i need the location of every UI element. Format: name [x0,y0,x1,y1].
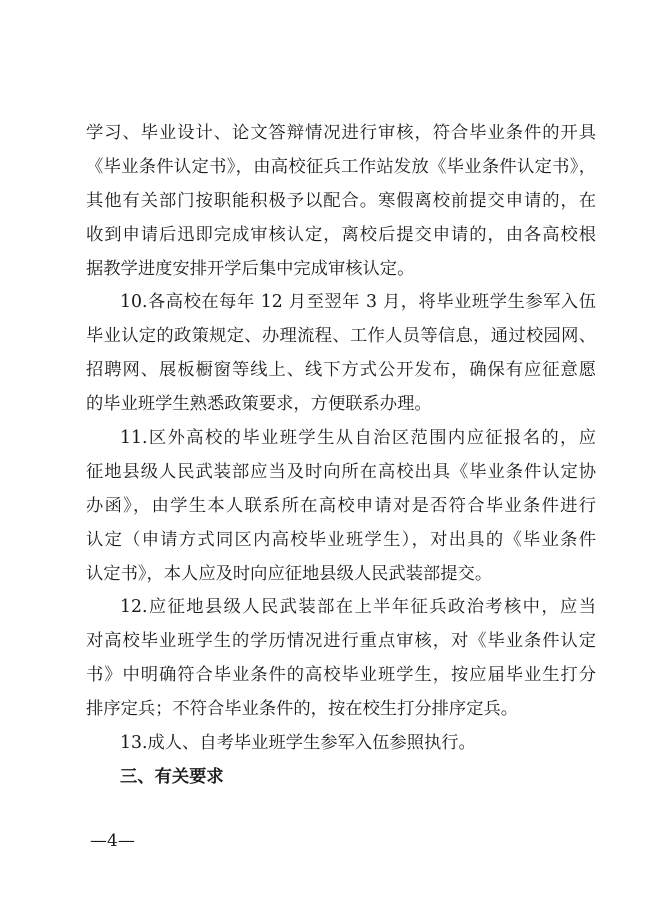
paragraph-10-start: 10.各高校在每年 12 月至翌年 3 月，将毕业班学生参军入伍 [120,292,596,313]
text-line: 据教学进度安排开学后集中完成审核认定。 [86,258,415,279]
text-line: 认定（申请方式同区内高校毕业班学生），对出具的《毕业条件 [86,529,596,550]
paragraph-11-start: 11.区外高校的毕业班学生从自治区范围内应征报名的，应 [120,428,596,449]
text-line: 学习、毕业设计、论文答辩情况进行审核，符合毕业条件的开具 [86,123,596,143]
text-line: 招聘网、展板橱窗等线上、线下方式公开发布，确保有应征意愿 [86,360,596,381]
paragraph-13: 13.成人、自考毕业班学生参军入伍参照执行。 [120,733,476,754]
page-number: —4— [90,831,135,851]
section-heading: 三、有关要求 [120,766,224,787]
text-line: 排序定兵；不符合毕业条件的，按在校生打分排序定兵。 [86,699,519,720]
text-line: 其他有关部门按职能积极予以配合。寒假离校前提交申请的，在 [86,190,596,211]
text-line: 办函》，由学生本人联系所在高校申请对是否符合毕业条件进行 [86,495,596,516]
text-line: 认定书》，本人应及时向应征地县级人民武装部提交。 [86,563,493,584]
text-line: 《毕业条件认定书》，由高校征兵工作站发放《毕业条件认定书》， [86,156,596,177]
text-line: 毕业认定的政策规定、办理流程、工作人员等信息，通过校园网、 [86,326,596,347]
paragraph-12-start: 12.应征地县级人民武装部在上半年征兵政治考核中，应当 [120,597,596,618]
text-line: 收到申请后迅即完成审核认定，离校后提交申请的，由各高校根 [86,224,596,245]
text-line: 征地县级人民武装部应当及时向所在高校出具《毕业条件认定协 [86,461,596,482]
body-text [86,117,596,795]
text-line: 对高校毕业班学生的学历情况进行重点审核，对《毕业条件认定 [86,631,596,652]
text-line: 的毕业班学生熟悉政策要求，方便联系办理。 [86,394,432,415]
text-line: 书》中明确符合毕业条件的高校毕业班学生，按应届毕业生打分 [86,665,596,686]
